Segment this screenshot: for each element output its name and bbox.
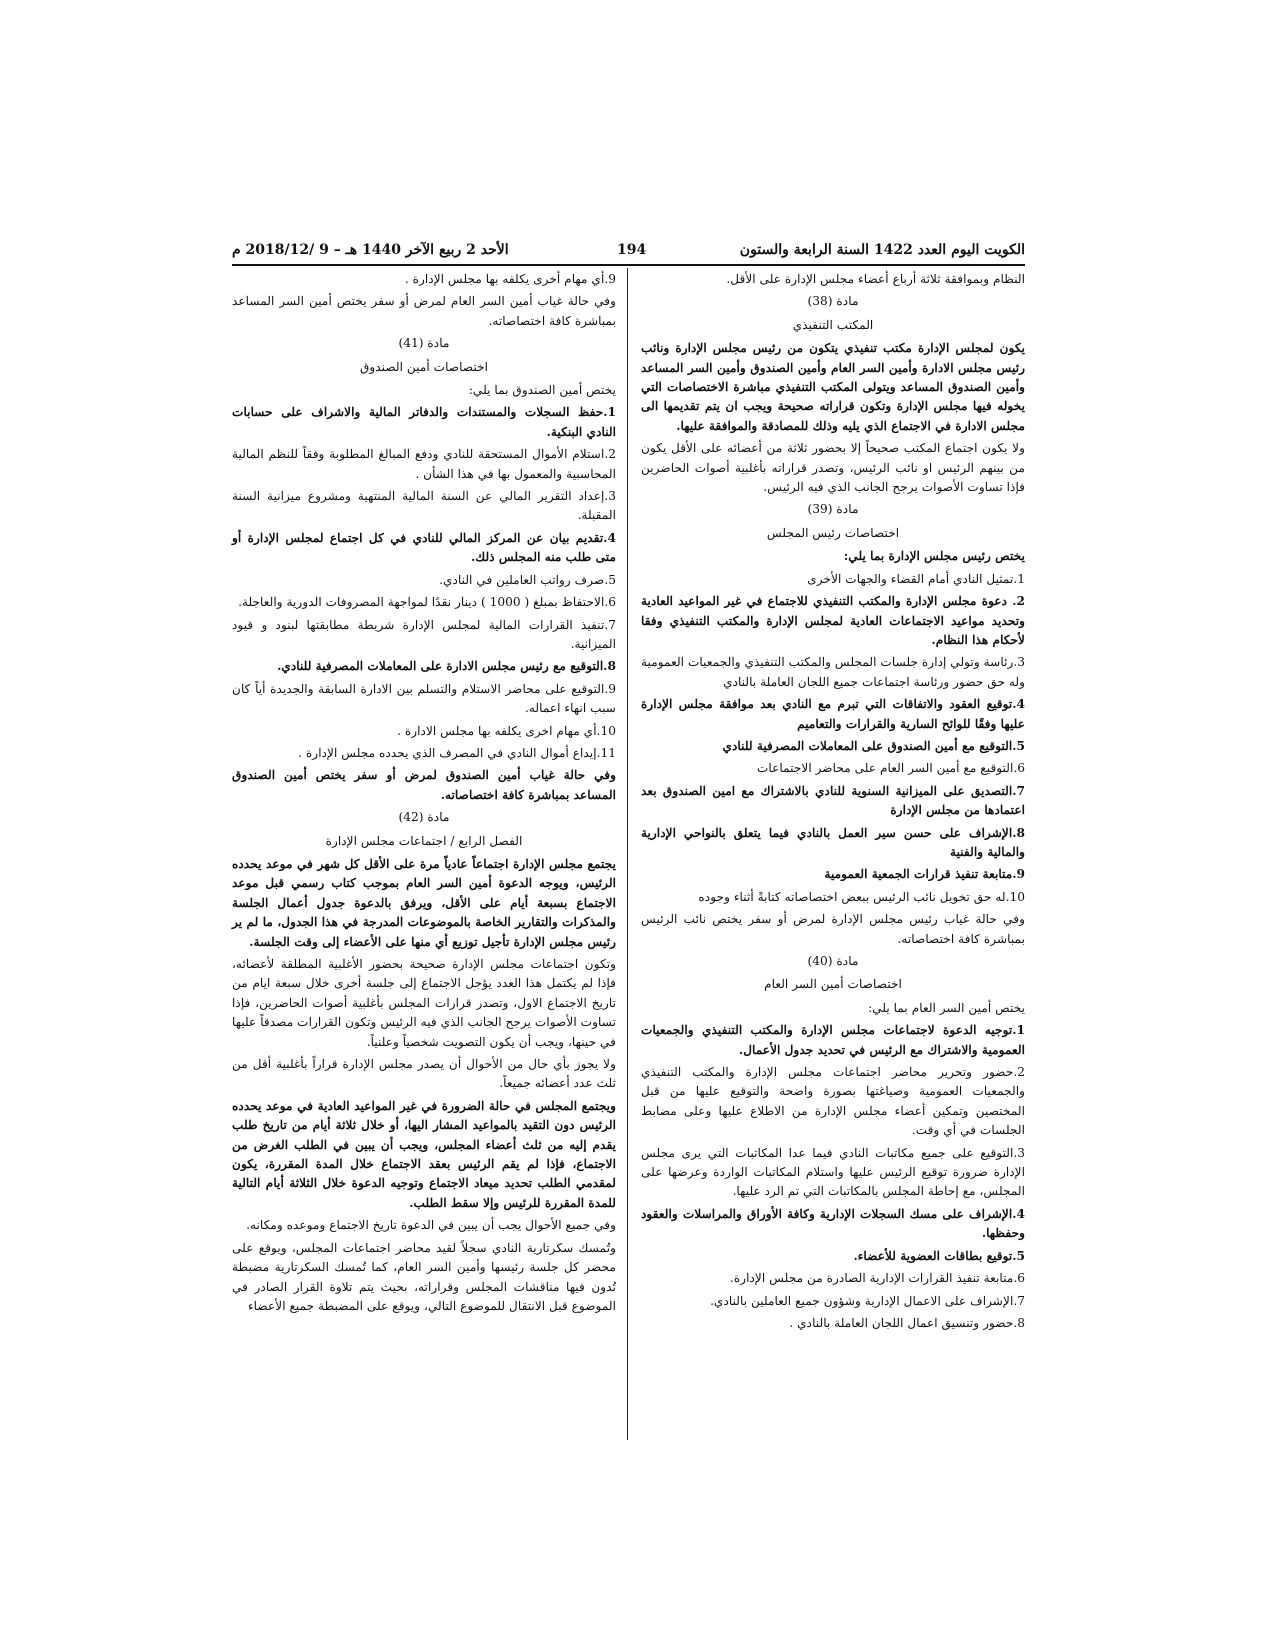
list-item: 9.التوقيع على محاضر الاستلام والتسلم بين الادارة السابقة والجديدة أياً كان سبب انهاء اعماله. — [232, 681, 616, 716]
list-item: 1.حفظ السجلات والمستندات والدفاتر المالية والاشراف على حسابات النادي البنكية. — [232, 405, 616, 439]
column-divider — [627, 268, 628, 1440]
list-intro: يختص أمين السر العام بما يلي: — [868, 1000, 1025, 1015]
article-heading-38: مادة (38) — [807, 294, 859, 309]
paragraph: النظام وبموافقة ثلاثة أرباع أعضاء مجلس الإدارة على الأقل. — [726, 272, 1025, 286]
list-intro: يختص أمين الصندوق بما يلي: — [468, 383, 616, 398]
list-item: 5.صرف رواتب العاملين في النادي. — [439, 572, 616, 587]
article-title-42: الفصل الرابع / اجتماعات مجلس الإدارة — [325, 833, 523, 848]
list-item: 7.التصديق على الميزانية السنوية للنادي بالاشتراك مع امين الصندوق بعد اعتمادها من مجلس الإدارة — [641, 783, 1025, 818]
paragraph: وفي حالة غياب رئيس مجلس الإدارة لمرض أو سفر يختص نائب الرئيس بمباشرة كافة اختصاصاته. — [641, 912, 1025, 946]
list-item: 9.متابعة تنفيذ قرارات الجمعية العمومية — [824, 867, 1025, 882]
list-item: 7.تنفيذ القرارات المالية لمجلس الإدارة شريطة مطابقتها لبنود و قيود الميزانية. — [232, 617, 616, 651]
list-intro: يختص رئيس مجلس الإدارة بما يلي: — [843, 549, 1025, 564]
article-heading-40: مادة (40) — [807, 954, 859, 968]
list-item: 3.رئاسة وتولي إدارة جلسات المجلس والمكتب التنفيذي والجمعيات العمومية وله حق حضور ورئاسة اجتماعات جميع اللجان العاملة بالنادي — [641, 655, 1025, 689]
header-date: الأحد 2 ربيع الآخر 1440 هـ – 9 /2018/12 م — [232, 242, 509, 258]
list-item: 6.التوقيع مع أمين السر العام على محاضر الاجتماعات — [756, 761, 1025, 776]
list-item: 6.الاحتفاظ بمبلغ ( 1000 ) دينار نقدًا لمواجهة المصروفات الدورية والعاجلة. — [238, 595, 616, 610]
header-publication: الكويت اليوم العدد 1422 السنة الرابعة والستون — [739, 242, 1025, 258]
list-item: 3.التوقيع على جميع مكاتبات النادي فيما عدا المكاتبات التي يرى مجلس الإدارة ضرورة توقيع الرئيس عليها واستلام المكاتبات الواردة وعرضها على المجلس، مع إحاطة المجلس بالمكاتبات التي تم الرد عليها. — [641, 1145, 1025, 1199]
list-item: 10.له حق تخويل نائب الرئيس ببعض اختصاصاته كتابةً أثناء وجوده — [698, 889, 1025, 904]
list-item: 4.تقديم بيان عن المركز المالي للنادي في كل اجتماع لمجلس الإدارة أو متى طلب منه المجلس ذلك. — [232, 530, 616, 565]
paragraph: وتُمسك سكرتارية النادي سجلاً لقيد محاضر اجتماعات المجلس، ويوقع على محضر كل جلسة رئيسها وأمين السر العام، كما تُمسك السكرتارية مضبطة تُدون فيها مناقشات المجلس وقراراته، بحيث يتم تلاوة القرار الصادر في الموضوع قبل الانتقال للموضوع التالي، ويوقع على المضبطة جميع الأعضاء — [232, 1240, 616, 1313]
article-title-39: اختصاصات رئيس المجلس — [766, 525, 900, 540]
article-title-38: المكتب التنفيذي — [792, 317, 874, 332]
list-item: 7.الإشراف على الاعمال الإدارية وشؤون جميع العاملين بالنادي. — [710, 1293, 1025, 1308]
header-page-number: 194 — [617, 242, 647, 258]
page-header — [232, 240, 1025, 266]
list-item: 4.الإشراف على مسك السجلات الإدارية وكافة الأوراق والمراسلات والعقود وحفظها. — [641, 1206, 1025, 1241]
list-item: 9.أي مهام أخرى يكلفه بها مجلس الإدارة . — [404, 272, 616, 286]
paragraph: ولا يكون اجتماع المكتب صحيحاً إلا بحضور ثلاثة من أعضائه على الأقل يكون من بينهم الرئيس او نائب الرئيس، وتصدر قراراته بأغلبية أصوات الحاضرين فإذا تساوت الأصوات يرجح الجانب الذي فيه الرئيس. — [641, 441, 1025, 495]
article-title-41: اختصاصات أمين الصندوق — [359, 359, 489, 374]
list-item: 4.توقيع العقود والاتفاقات التي تبرم مع النادي بعد موافقة مجلس الإدارة عليها وفقًا للوائح السارية والقرارات والتعاميم — [641, 697, 1025, 731]
left-column — [232, 270, 616, 1319]
list-item: 2.حضور وتحرير محاضر اجتماعات مجلس الإدارة والمكتب التنفيذي والجمعيات العمومية وصياغتها بصورة واضحة والتوقيع عليها من قبل المختصين وتمكين أعضاء مجلس الإدارة من الاطلاع عليها وعلى مضابط الجلسات في أي وقت. — [641, 1065, 1025, 1138]
paragraph: وفي حالة غياب أمين السر العام لمرض أو سفر يختص أمين السر المساعد بمباشرة كافة اختصاصاته. — [232, 294, 616, 328]
list-item: 1.تمثيل النادي أمام القضاء والجهات الأخرى — [807, 571, 1025, 586]
article-heading-42: مادة (42) — [398, 810, 450, 825]
list-item: 2.استلام الأموال المستحقة للنادي ودفع المبالغ المطلوبة وفقاً للنظم المالية المحاسبية والمعمول بها في هذا الشأن . — [232, 447, 616, 481]
paragraph: ولا يجوز بأي حال من الأحوال أن يصدر مجلس الإدارة قراراً بأغلبية أقل من ثلث عدد أعضائه جميعاً. — [232, 1057, 616, 1091]
paragraph: يكون لمجلس الإدارة مكتب تنفيذي يتكون من رئيس مجلس الإدارة ونائب رئيس مجلس الادارة وأمين السر العام وأمين الصندوق وأمين السر المساعد وأمين الصندوق المساعد ويتولى المكتب التنفيذي مباشرة الاختصاصات التي يخوله فيها مجلس الإدارة وتكون قراراته صحيحة ويجب ان يتم تقديمها الى مجلس الادارة في الاجتماع الذي يليه وذلك للمصادقة والموافقة عليها. — [641, 341, 1025, 433]
list-item: 3.إعداد التقرير المالي عن السنة المالية المنتهية ومشروع ميزانية السنة المقبلة. — [232, 489, 616, 523]
paragraph: وفي حالة غياب أمين الصندوق لمرض أو سفر يختص أمين الصندوق المساعد بمباشرة كافة اختصاصاته. — [232, 768, 616, 802]
paragraph: وتكون اجتماعات مجلس الإدارة صحيحة بحضور الأغلبية المطلقة لأعضائه، فإذا لم يكتمل هذا العدد يؤجل الاجتماع إلى جلسة أخرى خلال سبعة ايام من تاريخ الاجتماع الاول، وتصدر قرارات المجلس بأغلبية أصوات الحاضرين، فإذا تساوت الأصوات يرجح الجانب الذي فيه الرئيس وتكون القرارات مصدقاً عليها في حينها، ويجب أن يكون التصويت شخصياً وعلنياً. — [232, 957, 616, 1049]
list-item: 10.أي مهام اخرى يكلفه بها مجلس الادارة . — [397, 723, 616, 738]
article-heading-41: مادة (41) — [398, 336, 450, 351]
list-item: 8.التوقيع مع رئيس مجلس الادارة على المعاملات المصرفية للنادي. — [277, 659, 616, 674]
paragraph: وفي جميع الأحوال يجب أن يبين في الدعوة تاريخ الاجتماع وموعده ومكانه. — [246, 1218, 616, 1233]
paragraph: يجتمع مجلس الإدارة اجتماعاً عادياً مرة على الأقل كل شهر في موعد يحدده الرئيس، ويوجه الدعوة أمين السر العام بموجب كتاب رسمي قبل موعد الاجتماع بسبعة أيام على الأقل، ويرفق بالدعوة جدول أعمال الجلسة والمذكرات والتقارير الخاصة بالموضوعات المدرجة في هذا الجدول، ما لم ير رئيس مجلس الإدارة تأجيل توزيع أي منها على الأعضاء إلى وقت الجلسة. — [232, 856, 616, 949]
list-item: 1.توجيه الدعوة لاجتماعات مجلس الإدارة والمكتب التنفيذي والجمعيات العمومية والاشتراك مع الرئيس في تحديد جدول الأعمال. — [641, 1023, 1025, 1057]
paragraph: ويجتمع المجلس في حالة الضرورة في غير المواعيد العادية في موعد يحدده الرئيس دون التقيد بالمواعيد المشار اليها، أو خلال ثلاثة أيام من تاريخ طلب يقدم إليه من ثلث أعضاء المجلس، ويجب أن يبين في الطلب الغرض من الاجتماع، فإذا لم يقم الرئيس بعقد الاجتماع خلال المدة المقررة، يكون لمقدمي الطلب تحديد ميعاد الاجتماع وتوجيه الدعوة خلال الثلاثة أيام التالية للمدة المقررة للرئيس وإلا سقط الطلب. — [232, 1098, 616, 1210]
article-heading-39: مادة (39) — [807, 502, 859, 517]
list-item: 8.حضور وتنسيق اعمال اللجان العاملة بالنادي . — [789, 1315, 1025, 1330]
list-item: 5.توقيع بطاقات العضوية للأعضاء. — [853, 1248, 1025, 1263]
list-item: 2. دعوة مجلس الإدارة والمكتب التنفيذي للاجتماع في غير المواعيد العادية وتحديد مواعيد الاجتماعات العادية لمجلس الإدارة والمكتب التنفيذي وفقا لأحكام هذا النظام. — [641, 594, 1025, 647]
list-item: 5.التوقيع مع أمين الصندوق على المعاملات المصرفية للنادي — [722, 738, 1025, 753]
right-column — [641, 270, 1025, 1336]
list-item: 8.الإشراف على حسن سير العمل بالنادي فيما يتعلق بالنواحي الإدارية والمالية والفنية — [641, 825, 1025, 859]
list-item: 6.متابعة تنفيذ القرارات الإدارية الصادرة من مجلس الإدارة. — [729, 1271, 1025, 1286]
list-item: 11.إيداع أموال النادي في المصرف الذي يحدده مجلس الإدارة . — [298, 745, 616, 760]
article-title-40: اختصاصات أمين السر العام — [764, 977, 902, 992]
